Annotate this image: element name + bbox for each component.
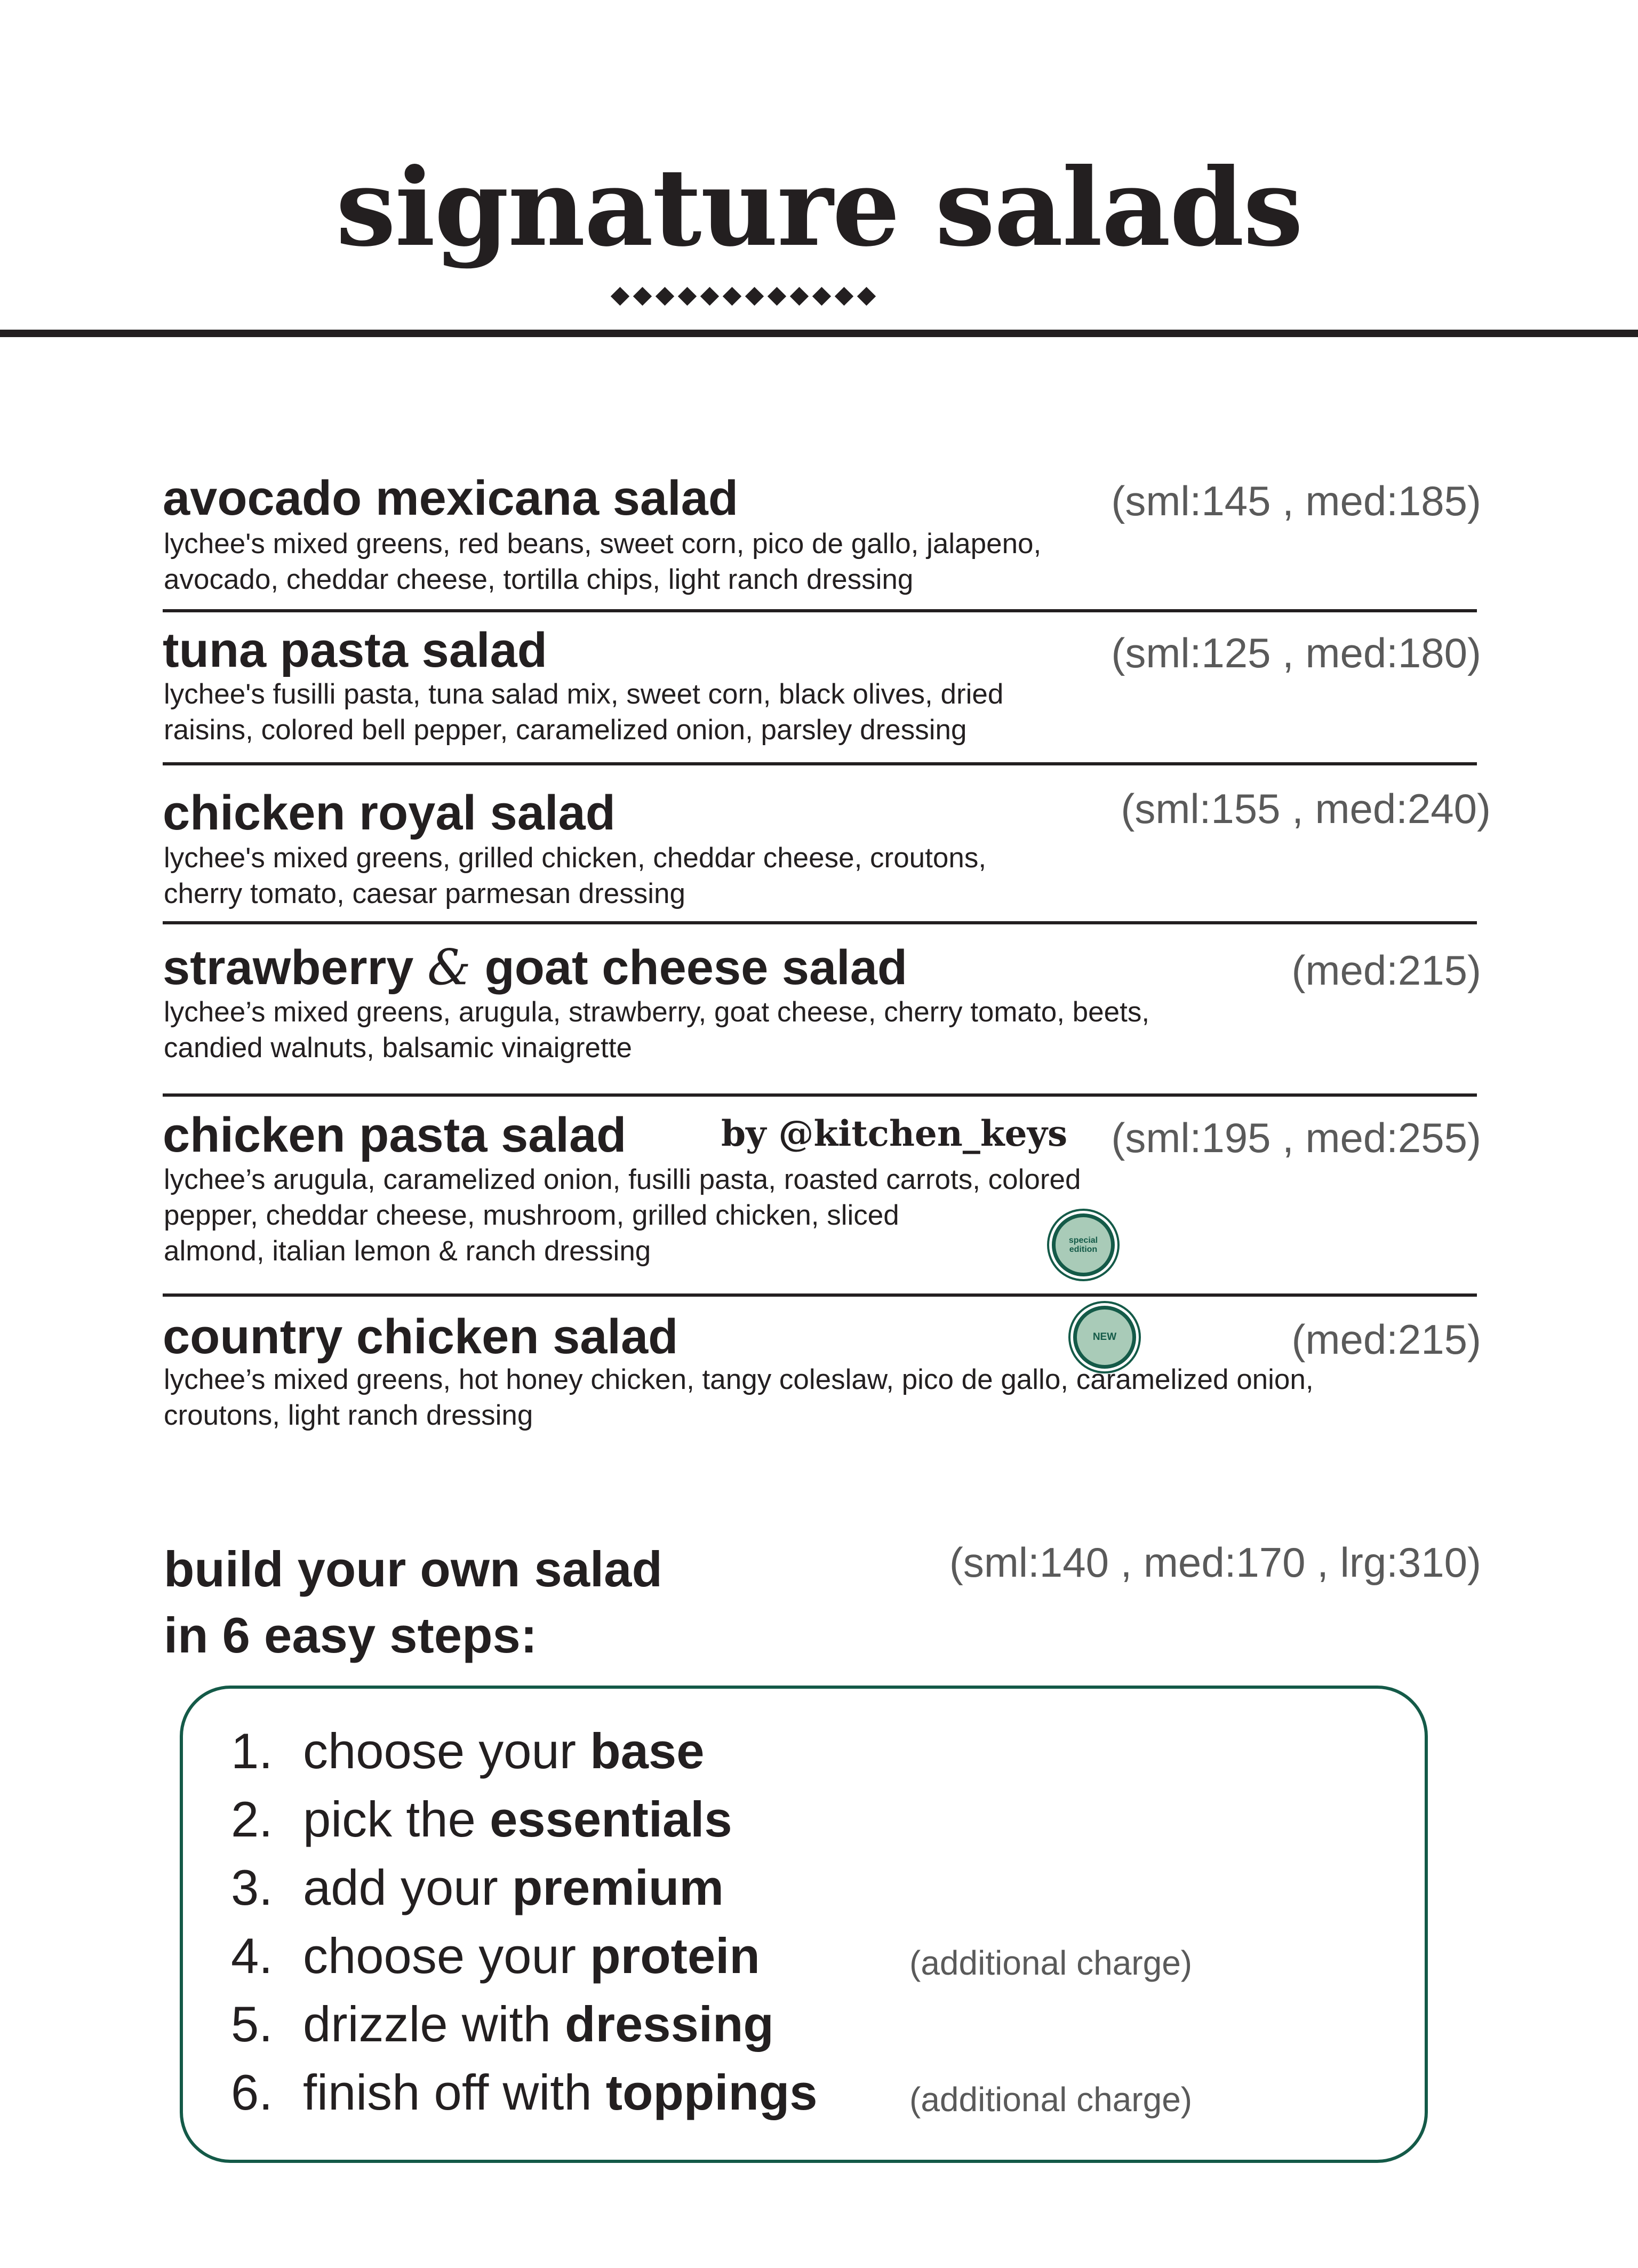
description-line: raisins, colored bell pepper, caramelized onion, parsley dressing xyxy=(164,714,967,746)
step-number: 3. xyxy=(231,1859,273,1915)
salad-name: country chicken salad xyxy=(163,1309,678,1364)
step-text: choose your xyxy=(303,1723,590,1779)
salad-name: tuna pasta salad xyxy=(163,623,547,677)
salad-description xyxy=(164,526,1041,597)
step-note: (additional charge) xyxy=(909,1944,1193,1982)
salad-name: avocado mexicana salad xyxy=(163,471,739,525)
step-text: choose your xyxy=(303,1928,590,1984)
description-line: cherry tomato, caesar parmesan dressing xyxy=(164,878,685,909)
item-divider xyxy=(163,1293,1477,1297)
diamond-ornament xyxy=(768,287,786,306)
salad-name: chicken royal salad xyxy=(163,786,616,840)
description-line: almond, italian lemon & ranch dressing xyxy=(164,1235,651,1267)
special-edition-badge xyxy=(1052,1213,1115,1276)
item-divider xyxy=(163,1093,1477,1097)
step-number: 1. xyxy=(231,1723,273,1779)
description-line: pepper, cheddar cheese, mushroom, grilled chicken, sliced xyxy=(164,1200,899,1231)
step-item xyxy=(231,1859,724,1931)
build-your-own-title xyxy=(164,1536,662,1668)
title-line: in 6 easy steps: xyxy=(164,1607,538,1663)
step-text: pick the xyxy=(303,1791,490,1847)
diamond-ornament xyxy=(812,287,831,306)
salad-price: (sml:155 , med:240) xyxy=(1121,785,1491,832)
salad-description xyxy=(164,1362,1314,1433)
salad-description xyxy=(164,840,986,912)
item-divider xyxy=(163,921,1477,924)
new-badge xyxy=(1073,1306,1136,1369)
step-text: add your xyxy=(303,1859,512,1915)
step-keyword: toppings xyxy=(605,2064,818,2120)
diamond-ornament xyxy=(678,287,697,306)
diamond-ornament xyxy=(656,287,674,306)
step-keyword: protein xyxy=(590,1928,760,1984)
description-line: lychee's mixed greens, red beans, sweet corn, pico de gallo, jalapeno, xyxy=(164,528,1042,560)
diamond-ornament xyxy=(835,287,853,306)
diamond-ornament xyxy=(633,287,652,306)
diamond-ornament xyxy=(857,287,876,306)
badge-text: edition xyxy=(1069,1245,1098,1254)
salad-price: (sml:195 , med:255) xyxy=(1111,1114,1481,1161)
salad-description xyxy=(164,676,1003,748)
step-item xyxy=(231,1791,732,1863)
salad-price: (sml:125 , med:180) xyxy=(1111,629,1481,676)
salad-price: (med:215) xyxy=(1291,947,1481,994)
credit-label: by @kitchen_keys xyxy=(721,1113,1068,1154)
step-keyword: dressing xyxy=(565,1996,774,2052)
diamond-ornament xyxy=(745,287,764,306)
step-note: (additional charge) xyxy=(909,2080,1193,2119)
salad-name xyxy=(163,939,908,996)
step-item xyxy=(231,1928,760,1999)
step-number: 4. xyxy=(231,1928,273,1984)
diamond-ornament xyxy=(611,287,629,306)
salad-name: chicken pasta salad xyxy=(163,1108,627,1162)
diamond-ornament xyxy=(700,287,719,306)
description-line: lychee's fusilli pasta, tuna salad mix, sweet corn, black olives, dried xyxy=(164,678,1004,710)
description-line: candied walnuts, balsamic vinaigrette xyxy=(164,1032,632,1064)
description-line: croutons, light ranch dressing xyxy=(164,1400,533,1431)
salad-price: (med:215) xyxy=(1291,1316,1481,1363)
description-line: lychee’s arugula, caramelized onion, fusilli pasta, roasted carrots, colored xyxy=(164,1164,1081,1195)
diamond-divider xyxy=(613,290,873,303)
step-keyword: essentials xyxy=(490,1791,732,1847)
badge-text: NEW xyxy=(1092,1331,1117,1343)
title-line: build your own salad xyxy=(164,1541,662,1597)
step-text: drizzle with xyxy=(303,1996,565,2052)
name-part: goat cheese salad xyxy=(484,940,908,995)
step-text: finish off with xyxy=(303,2064,606,2120)
step-item xyxy=(231,1723,705,1794)
salad-price: (sml:145 , med:185) xyxy=(1111,477,1481,524)
description-line: lychee’s mixed greens, arugula, strawberry, goat cheese, cherry tomato, beets, xyxy=(164,996,1150,1028)
name-part: strawberry xyxy=(163,940,414,995)
diamond-ornament xyxy=(790,287,809,306)
description-line: lychee’s mixed greens, hot honey chicken, tangy coleslaw, pico de gallo, caramelized onion, xyxy=(164,1364,1314,1395)
step-keyword: premium xyxy=(512,1859,724,1915)
header-divider xyxy=(0,330,1638,337)
step-number: 5. xyxy=(231,1996,273,2052)
item-divider xyxy=(163,609,1477,612)
step-number: 6. xyxy=(231,2064,273,2120)
step-item xyxy=(231,2064,818,2136)
step-item xyxy=(231,1996,774,2067)
ampersand: & xyxy=(427,939,471,996)
step-keyword: base xyxy=(590,1723,705,1779)
salad-description xyxy=(164,994,1149,1066)
page-title: signature salads xyxy=(335,145,1303,270)
diamond-ornament xyxy=(723,287,741,306)
badge-text: special xyxy=(1068,1236,1098,1245)
step-number: 2. xyxy=(231,1791,273,1847)
description-line: avocado, cheddar cheese, tortilla chips, light ranch dressing xyxy=(164,564,914,595)
description-line: lychee's mixed greens, grilled chicken, cheddar cheese, croutons, xyxy=(164,842,987,874)
item-divider xyxy=(163,762,1477,765)
build-your-own-price: (sml:140 , med:170 , lrg:310) xyxy=(949,1539,1481,1586)
salad-description xyxy=(164,1162,1081,1269)
